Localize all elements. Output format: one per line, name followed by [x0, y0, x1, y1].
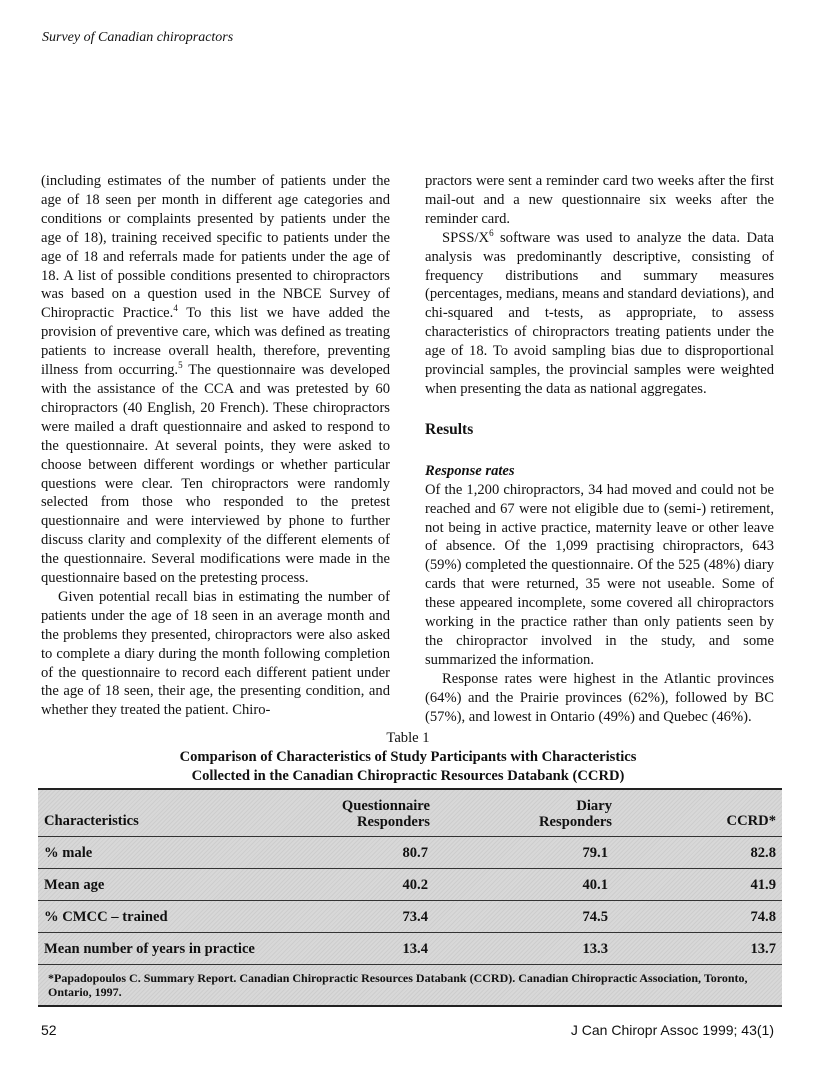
paragraph: Given potential recall bias in estimating the number of patients under the age of 18 seen in an average month and the problems they presented, chiropractors were also asked to complete a diary during the month following completion of the questionnaire to record each different patient under the age of 18 seen, their age, the presenting condition, and whether they treated the patient. Chiro-: [41, 588, 390, 719]
paragraph: practors were sent a reminder card two weeks after the first mail-out and a new questionnaire six weeks after the reminder card.: [425, 173, 774, 227]
subsection-heading-response-rates: Response rates: [425, 462, 515, 479]
table-caption: [0, 729, 816, 786]
header-text: Questionnaire: [341, 798, 430, 814]
paragraph: Response rates were highest in the Atlantic provinces (64%) and the Prairie provinces (62%), followed by BC (57%), and lowest in Ontario (49%) and Quebec (46%).: [425, 670, 774, 725]
left-column: [41, 172, 390, 720]
table-label: Table 1: [386, 730, 430, 746]
running-head: Survey of Canadian chiropractors: [42, 30, 234, 45]
header-text: Responders: [539, 814, 612, 830]
text-run: software was used to analyze the data. Data analysis was predominantly descriptive, consisting of frequency distributions and summary measures (percentages, medians, means and standard deviations), and chi-squared and t-tests, as appropriate, to assess characteristics of chiropractors treating patients under the age of 18. To avoid sampling bias due to disproportional provincial samples, the provincial samples were weighted when presenting the data as national aggregates.: [425, 229, 774, 397]
cell-diary: 13.3: [582, 941, 608, 957]
text-run: SPSS/X: [442, 229, 490, 246]
text-run: The questionnaire was developed with the assistance of the CCA and was pretested by 60 chiropractors (40 English, 20 French). These chiropractors were mailed a draft questionnaire and asked to respond to the questionnaire. At several points, they were asked to choose between different wordings or whether particular questions were clear. Ten chiropractors were randomly selected from those who responded to the pretest questionnaire and were interviewed by phone to further discuss clarity and complexity of the different elements of the questionnaire. Several modifications were made in the questionnaire based on the pretesting process.: [41, 362, 391, 587]
header-text: Diary: [576, 798, 612, 814]
citation-superscript: 5: [178, 360, 183, 371]
text-run: (including estimates of the number of patients under the age of 18 seen per month in different age categories and conditions or complaints presented by patients under the age of 18), training received specific to patients under the age of 18 and referrals made for patients under the age of 18. A list of possible conditions presented to chiropractors was based on a question used in the NBCE Survey of Chiropractic Practice.: [41, 173, 390, 322]
header-diary-responders: [508, 798, 612, 830]
table-row: [38, 933, 782, 965]
journal-reference: J Can Chiropr Assoc 1999; 43(1): [570, 1022, 774, 1038]
cell-ccrd: 74.8: [750, 909, 776, 925]
table-title-line1: Comparison of Characteristics of Study Participants with Characteristics: [179, 749, 637, 765]
text-run: To this list we have added the provision of preventive care, which was defined as treating patients to increase overall health, therefore, preventing illness from occurring.: [41, 305, 390, 379]
cell-questionnaire: 13.4: [402, 941, 428, 957]
row-label: Mean age: [44, 877, 105, 893]
table-footnote: *Papadopoulos C. Summary Report. Canadian Chiropractic Resources Databank (CCRD). Canadian Chiropractic Association, Toronto, Ontario, 1997.: [48, 971, 748, 999]
cell-ccrd: 82.8: [750, 845, 776, 861]
cell-diary: 79.1: [582, 845, 608, 861]
paragraph: [425, 229, 774, 399]
header-questionnaire-responders: [318, 798, 430, 830]
cell-questionnaire: 80.7: [402, 845, 428, 861]
header-text: Responders: [357, 814, 430, 830]
header-characteristics: Characteristics: [44, 813, 139, 829]
table-row: [38, 869, 782, 901]
cell-questionnaire: 73.4: [402, 909, 428, 925]
cell-ccrd: 41.9: [750, 877, 776, 893]
table-title-line2: Collected in the Canadian Chiropractic Resources Databank (CCRD): [191, 768, 625, 784]
row-label: Mean number of years in practice: [44, 941, 255, 957]
row-label: % male: [44, 845, 93, 861]
paragraph: [41, 172, 390, 588]
cell-questionnaire: 40.2: [402, 877, 428, 893]
table-row: [38, 901, 782, 933]
section-heading-results: Results: [425, 420, 474, 438]
page-number: 52: [41, 1022, 57, 1038]
paragraph: Of the 1,200 chiropractors, 34 had moved and could not be reached and 67 were not eligible due to (semi-) retirement, not being in active practice, maternity leave or other leave of absence. Of the 1,099 practising chiropractors, 643 (59%) completed the questionnaire. Of the 525 (48%) diary cards that were returned, 35 were not useable. Some of these appeared incomplete, some covered all chiropractors working in the practice rather than only patients seen by the chiropractor involved in the study, and some summarized the information.: [425, 481, 774, 668]
cell-ccrd: 13.7: [750, 941, 776, 957]
row-label: % CMCC – trained: [44, 909, 168, 925]
citation-superscript: 4: [173, 303, 178, 314]
table-row: [38, 837, 782, 869]
table-header-row: [38, 790, 782, 837]
right-column: [425, 172, 774, 726]
cell-diary: 40.1: [582, 877, 608, 893]
header-ccrd: CCRD*: [726, 813, 776, 829]
cell-diary: 74.5: [582, 909, 608, 925]
citation-superscript: 6: [489, 227, 494, 238]
data-table: [38, 788, 782, 1007]
